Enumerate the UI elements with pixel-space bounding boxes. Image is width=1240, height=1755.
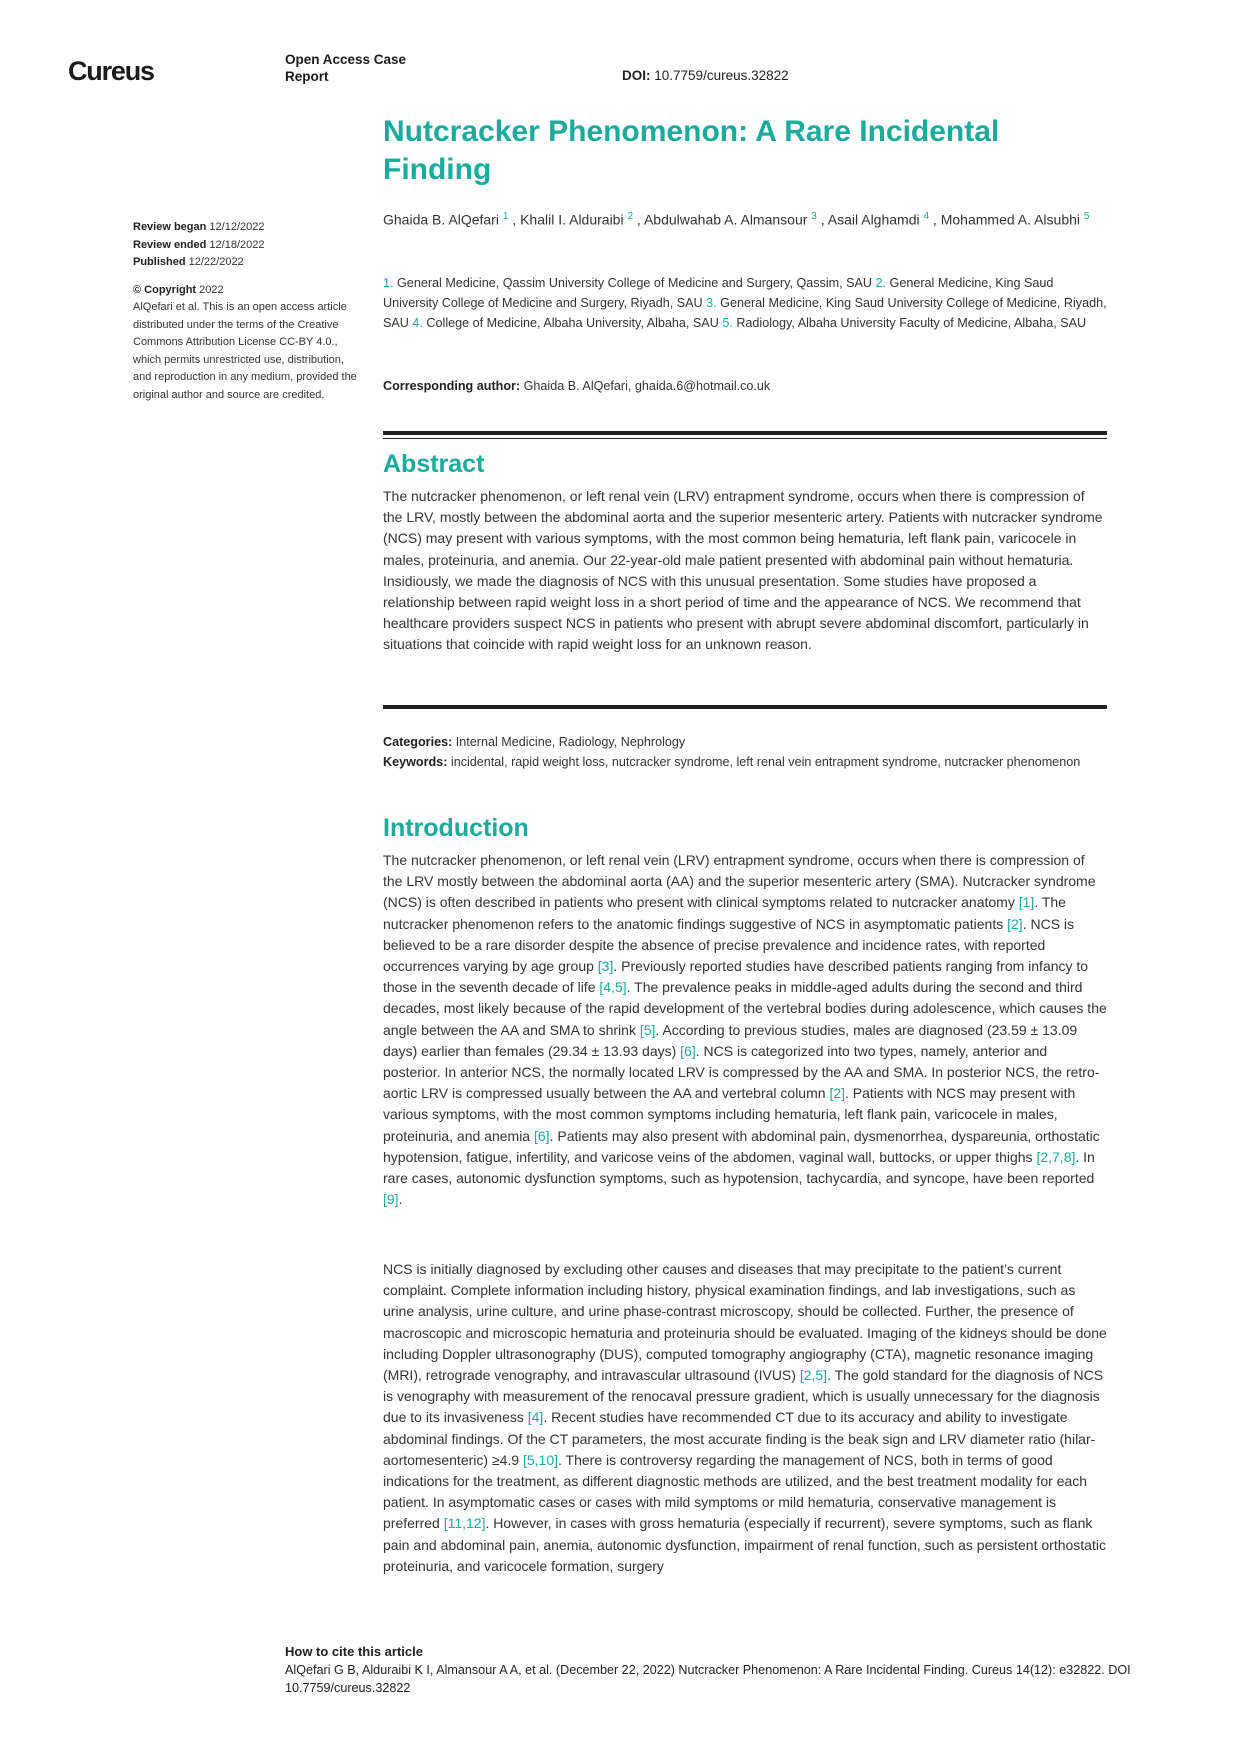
author-name[interactable]: Ghaida B. AlQefari	[383, 211, 503, 228]
body-text: . The prevalence peaks in middle-aged adults during the second and third decades, most likely because of the rapid development of the vertebral bodies during adolescence, which causes the angle between the AA and SMA to shrink	[383, 979, 1107, 1038]
review-began-date: 12/12/2022	[209, 221, 265, 233]
author-list: Ghaida B. AlQefari $^1$ , Khalil I. Alduraibi $^2$ , Abdulwahab A. Almansour $^3$ , Asail Alghamdi $^4$ , Mohammed A. Alsubhi $^5$	[383, 211, 1090, 228]
author-affiliation-number: 5	[1083, 211, 1090, 222]
body-text: . Patients may also present with abdominal pain, dysmenorrhea, dyspareunia, orthostatic hypotension, fatigue, infertility, and varicose veins of the abdomen, vaginal wall, buttocks, or upper thighs	[383, 1127, 1100, 1165]
divider-thick	[383, 431, 1107, 435]
body-text: . There is controversy regarding the management of NCS, both in terms of good indications for the treatment, as different diagnostic methods are utilized, and the best treatment modality for each patient. In asymptomatic cases or cases with mild symptoms or mild hematuria, conservative management is preferred	[383, 1451, 1088, 1532]
affiliation-number: 2.	[875, 276, 890, 290]
cite-text: AlQefari G B, Alduraibi K I, Almansour A A, et al. (December 22, 2022) Nutcracker Phenomenon: A Rare Incidental Finding. Cureus 14(12): e32822. DOI 10.7759/cureus.32822	[285, 1663, 1131, 1695]
corresponding-value[interactable]: Ghaida B. AlQefari, ghaida.6@hotmail.co.uk	[523, 379, 771, 393]
reference-link[interactable]: [5]	[639, 1021, 656, 1038]
reference-link[interactable]: [5,10]	[522, 1451, 558, 1468]
reference-link[interactable]: [11,12]	[443, 1515, 486, 1532]
categories-label: Categories:	[383, 735, 453, 749]
body-text: NCS is initially diagnosed by excluding other causes and diseases that may precipitate to the patient’s current complaint. Complete information including history, physical examination findings, and lab investigations, such as urine analysis, urine culture, and urine phase-contrast microscopy, should be collected. Further, the presence of macroscopic and microscopic hematuria and proteinuria should be evaluated. Imaging of the kidneys should be done including Doppler ultrasonography (DUS), computed tomography angiography (CTA), magnetic resonance imaging (MRI), retrograde venography, and intravascular ultrasound (IVUS)	[383, 1261, 1107, 1384]
reference-link[interactable]: [6]	[534, 1127, 550, 1144]
abstract-heading: Abstract	[383, 450, 485, 478]
author-name[interactable]: Asail Alghamdi	[827, 211, 924, 228]
cite-heading	[285, 1643, 1145, 1661]
reference-link[interactable]: [4]	[527, 1409, 544, 1426]
copyright	[133, 282, 358, 300]
reference-link[interactable]: [2,5]	[799, 1367, 828, 1384]
affiliation-number: 1.	[383, 276, 398, 290]
published	[133, 254, 358, 272]
doi-label: DOI:	[622, 68, 651, 83]
copyright-label: © Copyright	[133, 283, 197, 296]
divider-thin	[383, 438, 1107, 439]
affiliation-number: 5.	[722, 316, 737, 331]
copyright-year: 2022	[199, 283, 224, 296]
affiliation-number: 4.	[412, 316, 427, 331]
article-title: Nutcracker Phenomenon: A Rare Incidental Finding	[383, 115, 1000, 186]
body-text: . The gold standard for the diagnosis of NCS is venography with measurement of the renocaval pressure gradient, which is usually unnecessary for the diagnosis due to its invasiveness	[383, 1367, 1104, 1426]
corresponding-author	[383, 379, 1107, 393]
corresponding-label: Corresponding author:	[383, 379, 521, 393]
keywords	[383, 752, 1107, 772]
keywords-label: Keywords:	[383, 755, 448, 769]
reference-link[interactable]: [2,7,8]	[1036, 1148, 1076, 1165]
divider-abstract-end	[383, 705, 1107, 709]
body-text: . Patients with NCS may present with various symptoms, with the most common symptoms including hematuria, left flank pain, varicocele in males, proteinuria, and anemia	[383, 1085, 1076, 1144]
how-to-cite	[285, 1643, 1145, 1697]
article-sidebar	[133, 219, 358, 404]
affiliation-number: 3.	[706, 296, 721, 311]
body-text: .	[398, 1191, 403, 1208]
introduction-paragraph-1	[383, 850, 1107, 1210]
doi	[622, 68, 789, 83]
author-name[interactable]: Abdulwahab A. Almansour	[643, 211, 812, 228]
categories-value: Internal Medicine, Radiology, Nephrology	[455, 735, 686, 749]
author-affiliation-number: 1	[502, 211, 509, 222]
affiliation-text: General Medicine, Qassim University College of Medicine and Surgery, Qassim, SAU	[397, 276, 876, 290]
body-text: . According to previous studies, males are diagnosed (23.59 ± 13.09 days) earlier than females (29.34 ± 13.93 days)	[383, 1021, 1078, 1059]
doi-value[interactable]: 10.7759/cureus.32822	[654, 68, 789, 83]
published-label: Published	[133, 256, 186, 268]
body-text: . Previously reported studies have described patients ranging from infancy to those in the seventh decade of life	[383, 958, 1089, 996]
body-text: . However, in cases with gross hematuria (especially if recurrent), severe symptoms, such as flank pain and abdominal pain, anemia, autonomic dysfunction, impairment of renal function, such as persistent orthostatic proteinuria, and varicocele formation, surgery	[383, 1515, 1106, 1574]
introduction-paragraph-2	[383, 1259, 1107, 1577]
body-text: . In rare cases, autonomic dysfunction symptoms, such as hypotension, tachycardia, and syncope, have been reported	[383, 1148, 1095, 1187]
review-ended	[133, 237, 358, 255]
review-began-label: Review began	[133, 221, 207, 233]
body-text: The nutcracker phenomenon, or left renal vein (LRV) entrapment syndrome, occurs when there is compression of the LRV mostly between the abdominal aorta (AA) and the superior mesenteric artery (SMA). Nutcracker syndrome (NCS) is often described in patients who present with clinical symptoms related to nutcracker anatomy	[383, 852, 1096, 911]
review-ended-date: 12/18/2022	[209, 238, 265, 251]
reference-link[interactable]: [3]	[597, 958, 614, 975]
categories	[383, 732, 1107, 752]
affiliations	[383, 273, 1107, 334]
reference-link[interactable]: [4,5]	[599, 979, 627, 996]
author-affiliation-number: 3	[811, 211, 817, 222]
cureus-logo: Cureus	[68, 56, 154, 86]
reference-link[interactable]: [2]	[829, 1085, 846, 1102]
article-type: Open Access Case Report	[285, 52, 407, 84]
author-affiliation-number: 2	[627, 211, 634, 222]
author-name[interactable]: Mohammed A. Alsubhi	[940, 211, 1084, 228]
body-text: . The nutcracker phenomenon refers to the anatomic findings suggestive of NCS in asymptomatic patients	[383, 894, 1066, 932]
published-date: 12/22/2022	[188, 256, 244, 268]
body-text: . Recent studies have recommended CT due to its accuracy and ability to investigate abdominal findings. Of the CT parameters, the most accurate finding is the beak sign and LRV diameter ratio (hilar-aortomesenteric) ≥4.9	[383, 1409, 1096, 1468]
reference-link[interactable]: [2]	[1007, 915, 1023, 932]
abstract-text: The nutcracker phenomenon, or left renal vein (LRV) entrapment syndrome, occurs when there is compression of the LRV, mostly between the abdominal aorta and the superior mesenteric artery. Patients with nutcracker syndrome (NCS) may present with various symptoms, with the most common being hematuria, left flank pain, varicocele in males, proteinuria, and anemia. Our 22-year-old male patient presented with abdominal pain without hematuria. Insidiously, we made the diagnosis of NCS with this unusual presentation. Some studies have proposed a relationship between rapid weight loss in a short period of time and the appearance of NCS. We recommend that healthcare providers suspect NCS in patients who present with abrupt severe abdominal discomfort, particularly in situations that coincide with rapid weight loss for an unknown reason.	[383, 488, 1103, 653]
introduction-heading: Introduction	[383, 814, 529, 842]
affiliation-text: General Medicine, King Saud University College of Medicine, Riyadh, SAU	[383, 296, 1107, 331]
body-text: . NCS is categorized into two types, namely, anterior and posterior. In anterior NCS, the normally located LRV is compressed by the AA and SMA. In posterior NCS, the retro-aortic LRV is compressed usually between the AA and vertebral column	[383, 1042, 1100, 1102]
author-affiliation-number: 4	[923, 211, 930, 222]
author-name[interactable]: Khalil I. Alduraibi	[520, 211, 628, 228]
categories-keywords	[383, 732, 1107, 772]
keywords-value: incidental, rapid weight loss, nutcracker syndrome, left renal vein entrapment syndrome, nutcracker phenomenon	[450, 755, 1081, 769]
affiliation-text: General Medicine, King Saud University College of Medicine and Surgery, Riyadh, SAU	[383, 276, 1054, 311]
reference-link[interactable]: [1]	[1018, 894, 1035, 911]
review-began	[133, 219, 358, 237]
cite-heading-text: How to cite this article	[285, 1644, 423, 1659]
body-text: . NCS is believed to be a rare disorder despite the absence of precise prevalence and incidence rates, with reported occurrences varying by age group	[383, 915, 1075, 975]
affiliation-text: Radiology, Albaha University Faculty of Medicine, Albaha, SAU	[736, 316, 1087, 331]
license-text: AlQefari et al. This is an open access article distributed under the terms of the Creative Commons Attribution License CC-BY 4.0., which permits unrestricted use, distribution, and reproduction in any medium, provided the original author and source are credited.	[133, 301, 357, 401]
reference-link[interactable]: [9]	[383, 1191, 399, 1208]
reference-link[interactable]: [6]	[680, 1042, 696, 1059]
review-ended-label: Review ended	[133, 238, 207, 251]
affiliation-text: College of Medicine, Albaha University, Albaha, SAU	[426, 316, 723, 331]
